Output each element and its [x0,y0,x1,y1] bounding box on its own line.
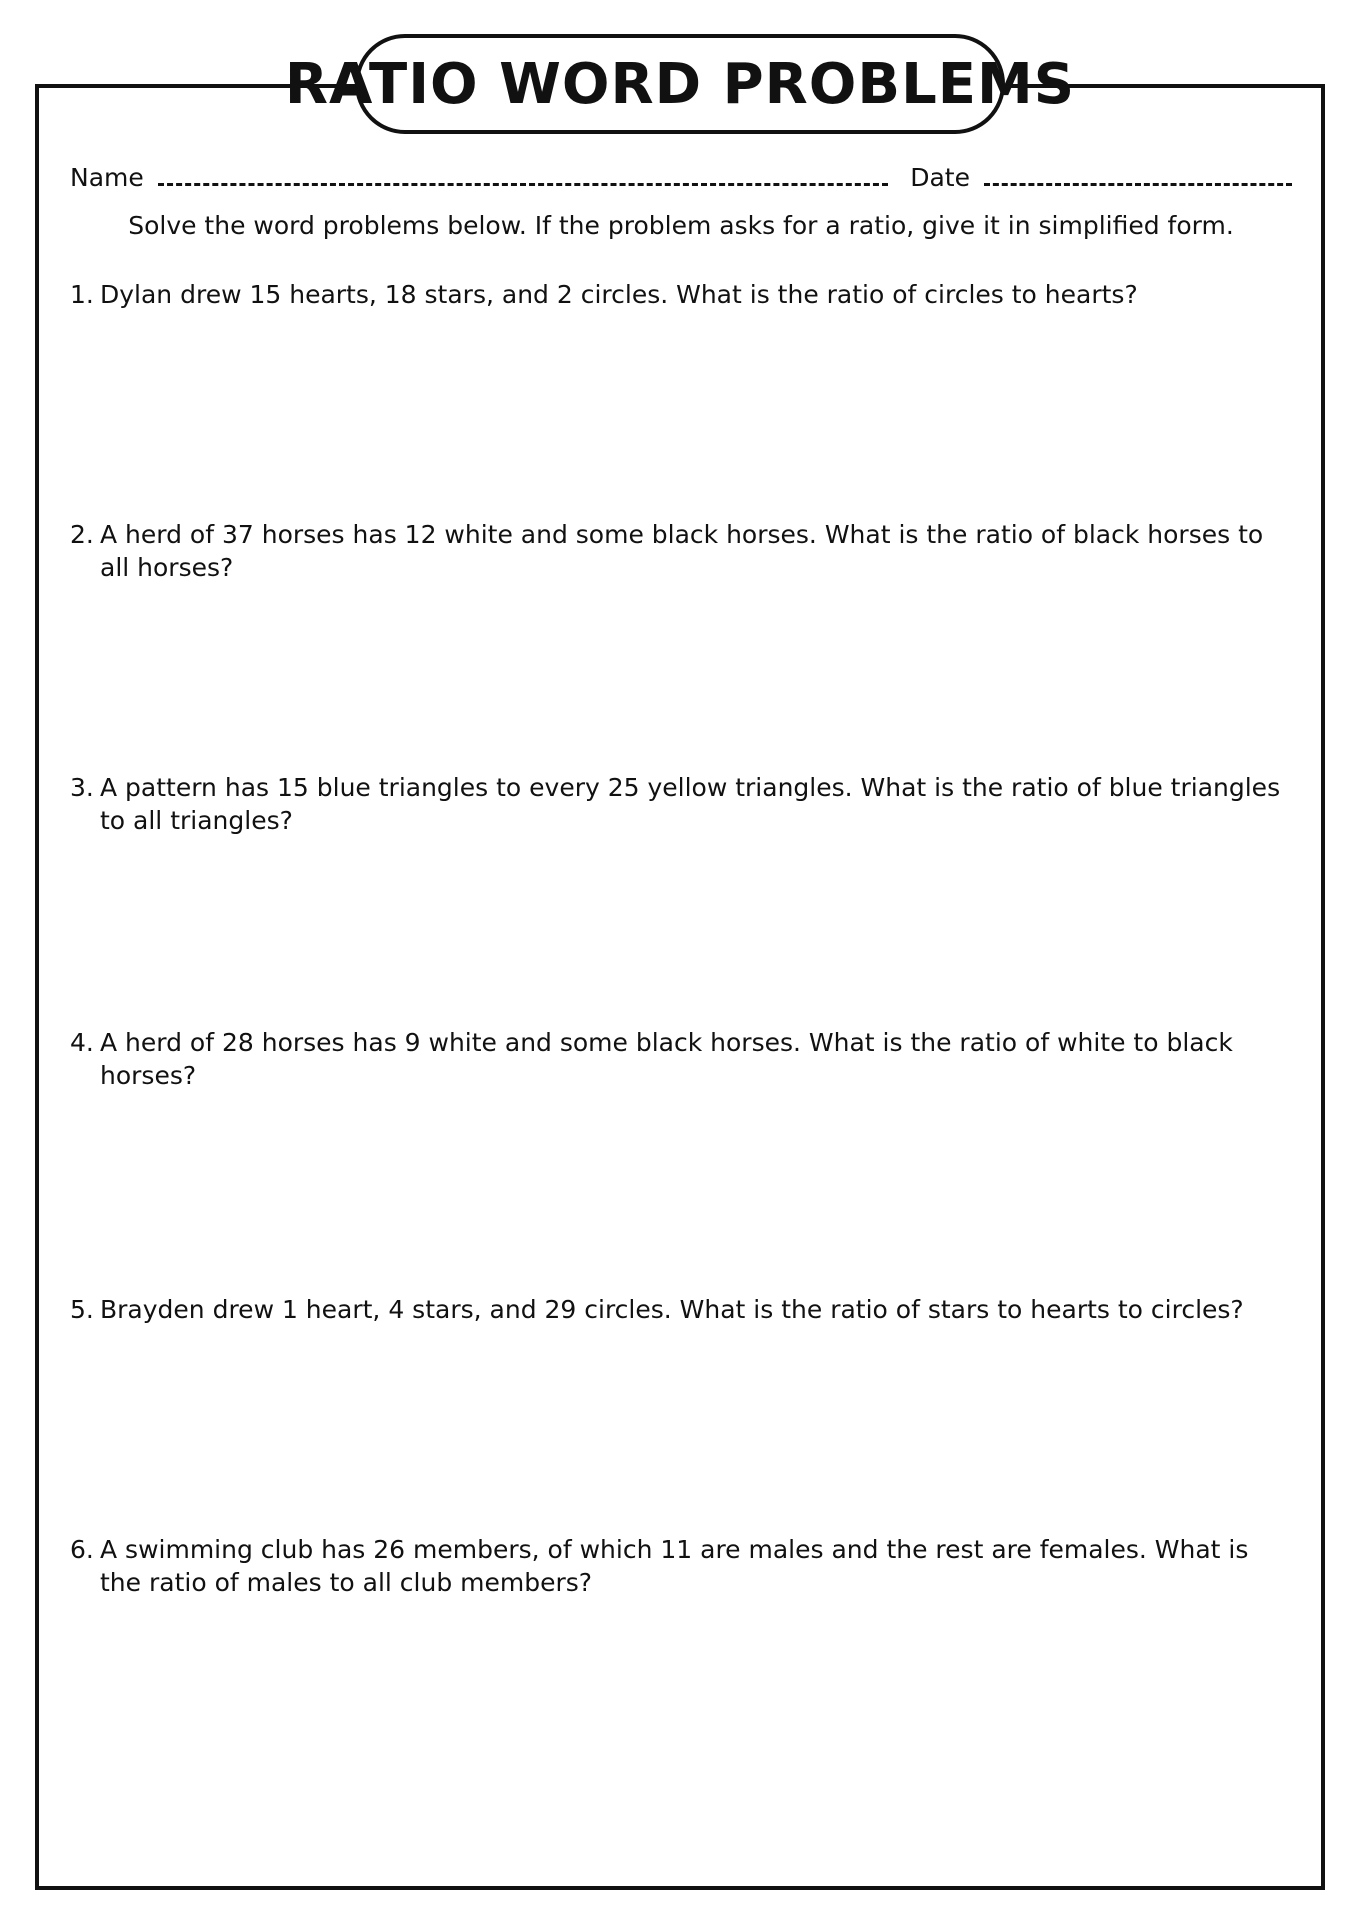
problem-text: Brayden drew 1 heart, 4 stars, and 29 circles. What is the ratio of stars to hearts to circles? [100,1295,1244,1324]
problem-text: A swimming club has 26 members, of which 11 are males and the rest are females. What is the ratio of males to all club members? [100,1535,1249,1597]
name-label: Name [70,163,144,192]
problem-2 [70,518,1294,584]
problem-6 [70,1533,1294,1599]
date-field[interactable] [984,183,1292,186]
date-label: Date [910,163,970,192]
page-title: RATIO WORD PROBLEMS [284,51,1076,117]
instructions: Solve the word problems below. If the problem asks for a ratio, give it in simplified form. [128,211,1234,240]
problem-4 [70,1026,1294,1092]
name-field[interactable] [158,183,888,186]
name-date-row [70,156,1292,192]
problem-text: Dylan drew 15 hearts, 18 stars, and 2 circles. What is the ratio of circles to hearts? [100,280,1138,309]
problem-number: 6. [70,1535,94,1564]
problem-3 [70,771,1294,837]
problem-text: A pattern has 15 blue triangles to every 25 yellow triangles. What is the ratio of blue triangles to all triangles? [100,773,1281,835]
problem-text: A herd of 37 horses has 12 white and some black horses. What is the ratio of black horses to all horses? [100,520,1264,582]
problem-number: 1. [70,280,94,309]
problem-number: 4. [70,1028,94,1057]
problem-number: 5. [70,1295,94,1324]
problem-5 [70,1293,1294,1326]
problem-number: 2. [70,520,94,549]
problem-text: A herd of 28 horses has 9 white and some black horses. What is the ratio of white to black horses? [100,1028,1233,1090]
title-banner [284,34,1076,134]
worksheet-frame [35,84,1325,1890]
problem-number: 3. [70,773,94,802]
problem-1 [70,278,1294,311]
